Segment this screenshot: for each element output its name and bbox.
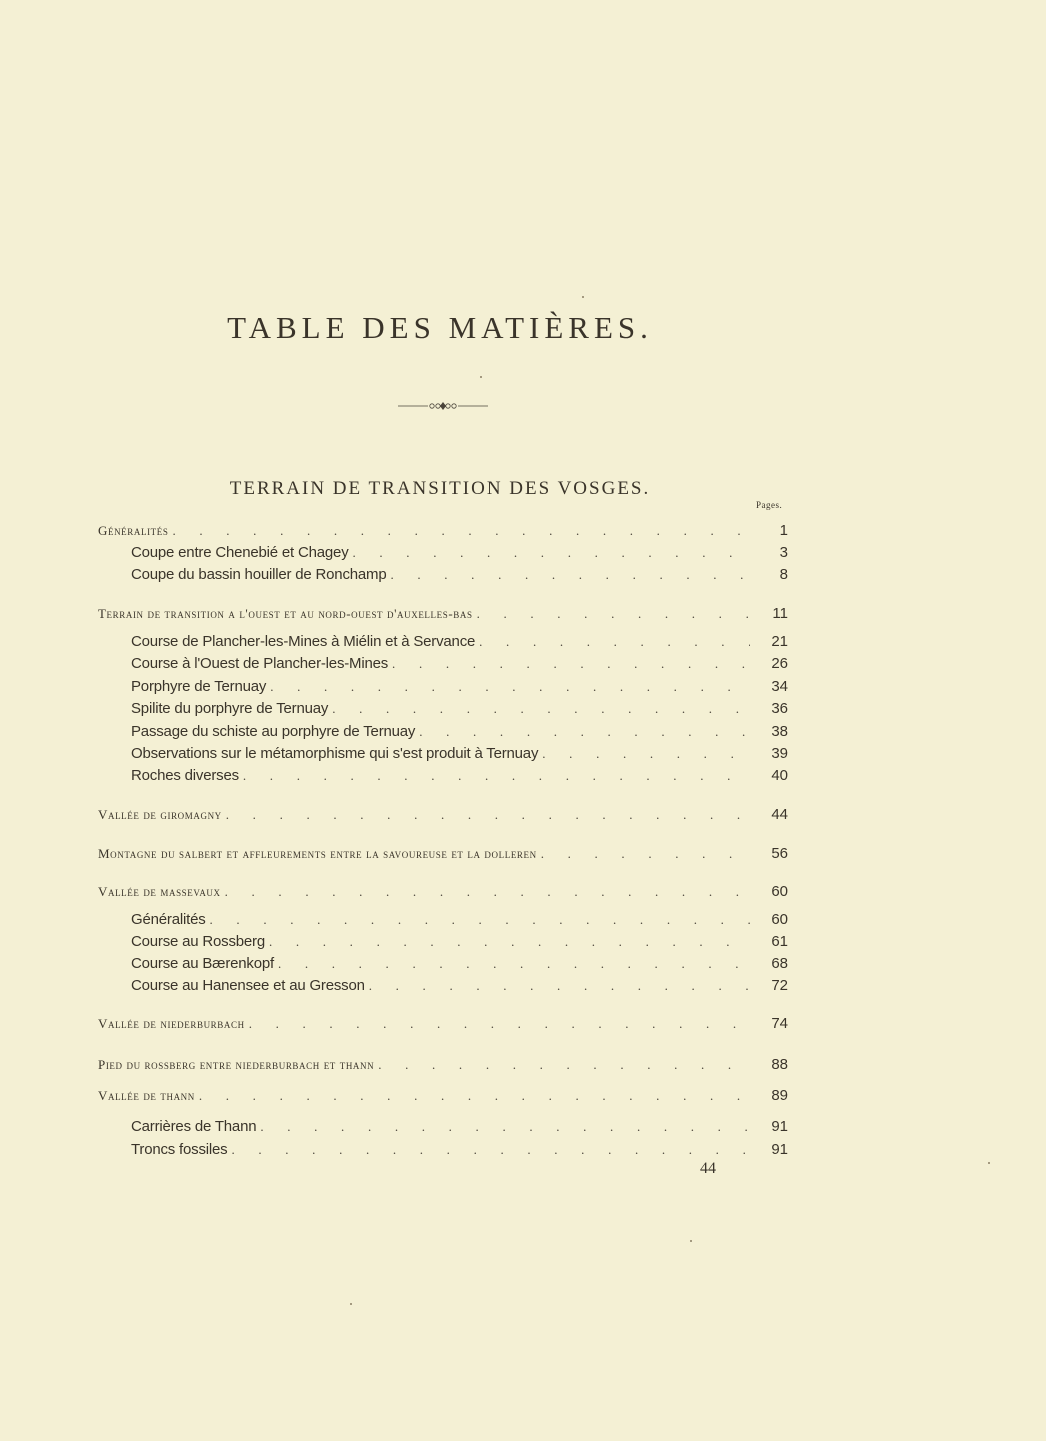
toc-entry-label: Coupe du bassin houiller de Ronchamp [131,566,387,583]
toc-entry-page: 72 [771,977,788,994]
toc-entry-label: Course de Plancher-les-Mines à Miélin et à Servance [131,633,476,650]
dot-leader [269,931,750,953]
paper-speck [582,296,584,298]
ornament-divider [398,398,488,414]
toc-section-entry [98,520,788,542]
toc-section-entry [98,804,788,826]
toc-entry-page: 39 [771,745,788,762]
toc-entry-label: Troncs fossiles [131,1141,228,1158]
toc-subentry [131,721,788,743]
toc-subentry [131,765,788,787]
toc-entry-page: 56 [771,845,788,862]
toc-entry-page: 44 [771,806,788,823]
toc-subentry [131,653,788,675]
toc-section-entry [98,1054,788,1076]
toc-entry-label: Terrain de transition a l'ouest et au nord-ouest d'auxelles-bas [98,606,473,621]
toc-entry-page: 60 [771,883,788,900]
dot-leader [249,1013,750,1035]
toc-section-entry [98,603,788,625]
toc-entry-label: Généralités [131,911,206,928]
dot-leader [260,1116,750,1138]
toc-entry-label: Course au Bærenkopf [131,955,274,972]
toc-entry-label: Carrières de Thann [131,1118,257,1135]
toc-entry-page: 36 [771,700,788,717]
toc-subentry [131,1139,788,1161]
toc-entry-page: 68 [771,955,788,972]
toc-subentry [131,676,788,698]
paper-speck [690,1240,692,1242]
dot-leader [332,698,750,720]
toc-subentry [131,1116,788,1138]
toc-subentry [131,743,788,765]
toc-subentry [131,542,788,564]
toc-section-entry [98,881,788,903]
toc-subentry [131,631,788,653]
toc-subentry [131,698,788,720]
toc-subentry [131,909,788,931]
toc-entry-page: 61 [771,933,788,950]
toc-entry-page: 40 [771,767,788,784]
dot-leader [270,676,750,698]
toc-entry-page: 91 [771,1141,788,1158]
toc-entry-label: Observations sur le métamorphisme qui s'est produit à Ternuay [131,745,539,762]
toc-entry-label: Pied du rossberg entre niederburbach et thann [98,1057,375,1072]
dot-leader [243,765,750,787]
toc-entry-page: 1 [779,522,788,539]
dot-leader [226,804,750,826]
toc-entry-label: Course au Hanensee et au Gresson [131,977,365,994]
toc-entry-page: 21 [771,633,788,650]
dot-leader [278,953,750,975]
toc-entry-label: Vallée de giromagny [98,807,222,822]
toc-section-entry [98,1013,788,1035]
toc-entry-page: 3 [779,544,788,561]
toc-subentry [131,975,788,997]
paper-speck [350,1303,352,1305]
toc-entry-label: Course à l'Ouest de Plancher-les-Mines [131,655,389,672]
pages-column-label: Pages. [756,500,783,510]
toc-entry-label: Passage du schiste au porphyre de Ternuay [131,723,416,740]
dot-leader [225,881,750,903]
toc-entry-page: 38 [771,723,788,740]
toc-entry-page: 8 [779,566,788,583]
toc-entry-page: 88 [771,1056,788,1073]
section-title: TERRAIN DE TRANSITION DES VOSGES. [229,478,651,499]
toc-entry-label: Spilite du porphyre de Ternuay [131,700,329,717]
page-number: 44 [700,1160,716,1177]
toc-entry-page: 26 [771,655,788,672]
dot-leader [479,631,750,653]
dot-leader [390,564,750,586]
toc-entry-label: Vallée de massevaux [98,884,221,899]
toc-subentry [131,953,788,975]
dot-leader [353,542,751,564]
dot-leader [477,603,750,625]
toc-entry-label: Coupe entre Chenebié et Chagey [131,544,349,561]
toc-entry-label: Vallée de thann [98,1088,195,1103]
toc-section-entry [98,843,788,865]
paper-speck [988,1162,990,1164]
toc-subentry [131,564,788,586]
toc-section-entry [98,1085,788,1107]
toc-entry-label: Montagne du salbert et affleurements entre la savoureuse et la dolleren [98,846,537,861]
dot-leader [542,743,750,765]
toc-entry-label: Porphyre de Ternuay [131,678,267,695]
toc-entry-page: 60 [771,911,788,928]
toc-entry-page: 91 [771,1118,788,1135]
toc-entry-label: Généralités [98,523,169,538]
toc-entry-label: Course au Rossberg [131,933,265,950]
dot-leader [392,653,750,675]
dot-leader [541,843,750,865]
dot-leader [231,1139,750,1161]
dot-leader [172,520,750,542]
page-title: TABLE DES MATIÈRES. [227,310,653,345]
toc-entry-label: Roches diverses [131,767,239,784]
dot-leader [210,909,750,931]
toc-entry-page: 34 [771,678,788,695]
toc-entry-page: 11 [772,605,788,622]
toc-entry-label: Vallée de niederburbach [98,1016,245,1031]
dot-leader [419,721,750,743]
toc-entry-page: 89 [771,1087,788,1104]
paper-speck [480,376,482,378]
dot-leader [378,1054,750,1076]
toc-entry-page: 74 [771,1015,788,1032]
toc-subentry [131,931,788,953]
dot-leader [369,975,750,997]
dot-leader [199,1085,750,1107]
